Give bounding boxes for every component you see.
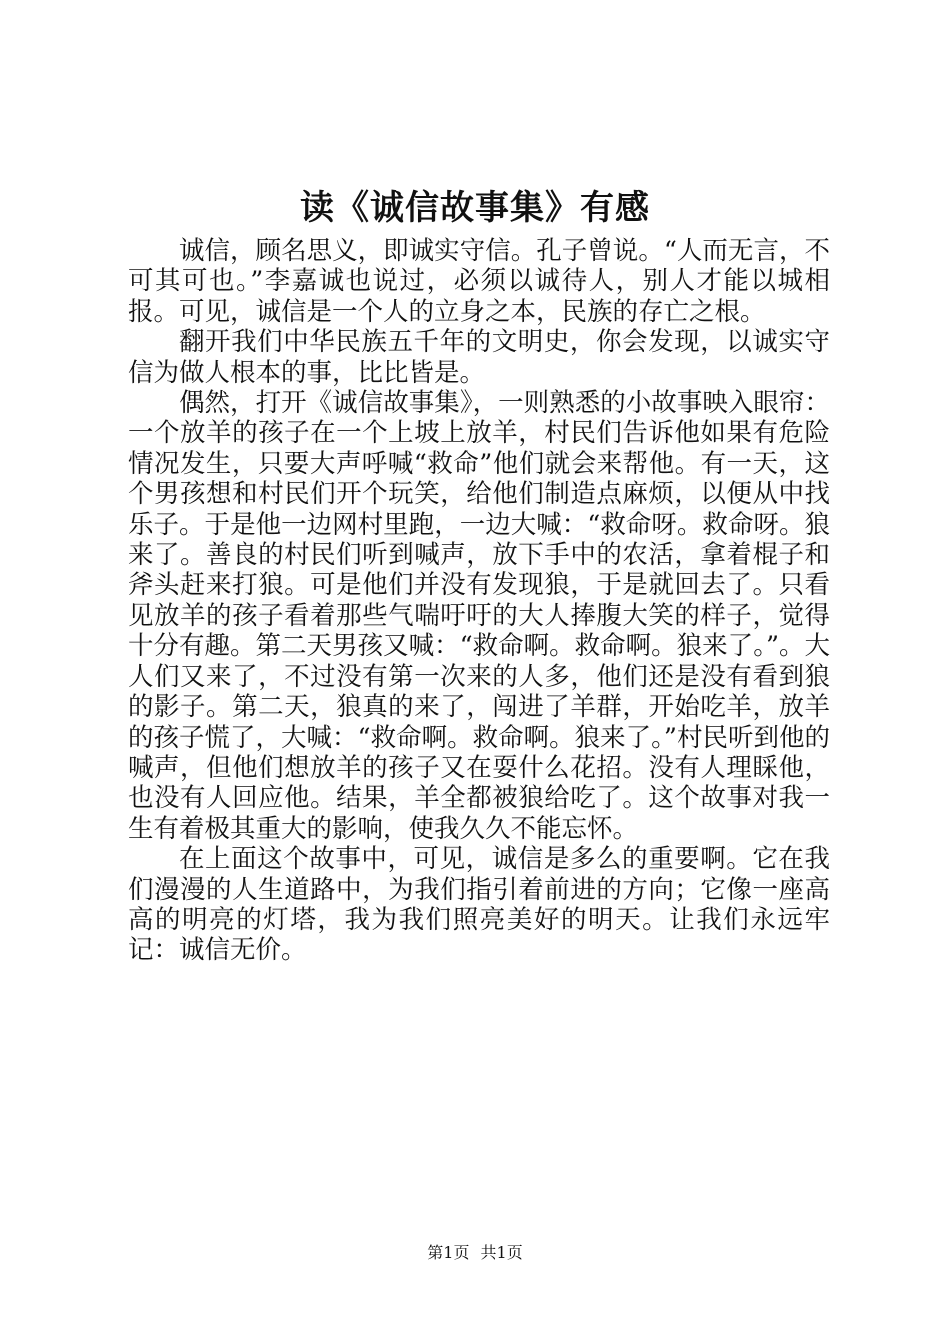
page-footer (0, 1242, 950, 1264)
paragraph-1: 诚信，顾名思义，即诚实守信。孔子曾说。“人而无言，不可其可也。”李嘉诚也说过，必须以诚待人，别人才能以城相报。可见，诚信是一个人的立身之本，民族的存亡之根。 (128, 236, 830, 327)
page-number-total: 共1页 (480, 1243, 523, 1262)
paragraph-3: 偶然，打开《诚信故事集》，一则熟悉的小故事映入眼帘：一个放羊的孩子在一个上坡上放羊，村民们告诉他如果有危险情况发生，只要大声呼喊“救命”他们就会来帮他。有一天，这个男孩想和村民们开个玩笑，给他们制造点麻烦，以便从中找乐子。于是他一边网村里跑，一边大喊：“救命呀。救命呀。狼来了。善良的村民们听到喊声，放下手中的农活，拿着棍子和斧头赶来打狼。可是他们并没有发现狼，于是就回去了。只看见放羊的孩子看着那些气喘吁吁的大人捧腹大笑的样子，觉得十分有趣。第二天男孩又喊：“救命啊。救命啊。狼来了。”。大人们又来了，不过没有第一次来的人多，他们还是没有看到狼的影子。第二天，狼真的来了，闯进了羊群，开始吃羊，放羊的孩子慌了，大喊：“救命啊。救命啊。狼来了。”村民听到他的喊声，但他们想放羊的孩子又在耍什么花招。没有人理睬他，也没有人回应他。结果，羊全都被狼给吃了。这个故事对我一生有着极其重大的影响，使我久久不能忘怀。 (128, 388, 830, 844)
document-body (128, 236, 830, 966)
page-number-current: 第1页 (427, 1243, 470, 1262)
document-title: 读《诚信故事集》有感 (300, 188, 650, 228)
paragraph-4: 在上面这个故事中，可见，诚信是多么的重要啊。它在我们漫漫的人生道路中，为我们指引着前进的方向；它像一座高高的明亮的灯塔，我为我们照亮美好的明天。让我们永远牢记：诚信无价。 (128, 844, 830, 966)
paragraph-2: 翻开我们中华民族五千年的文明史，你会发现，以诚实守信为做人根本的事，比比皆是。 (128, 327, 830, 388)
